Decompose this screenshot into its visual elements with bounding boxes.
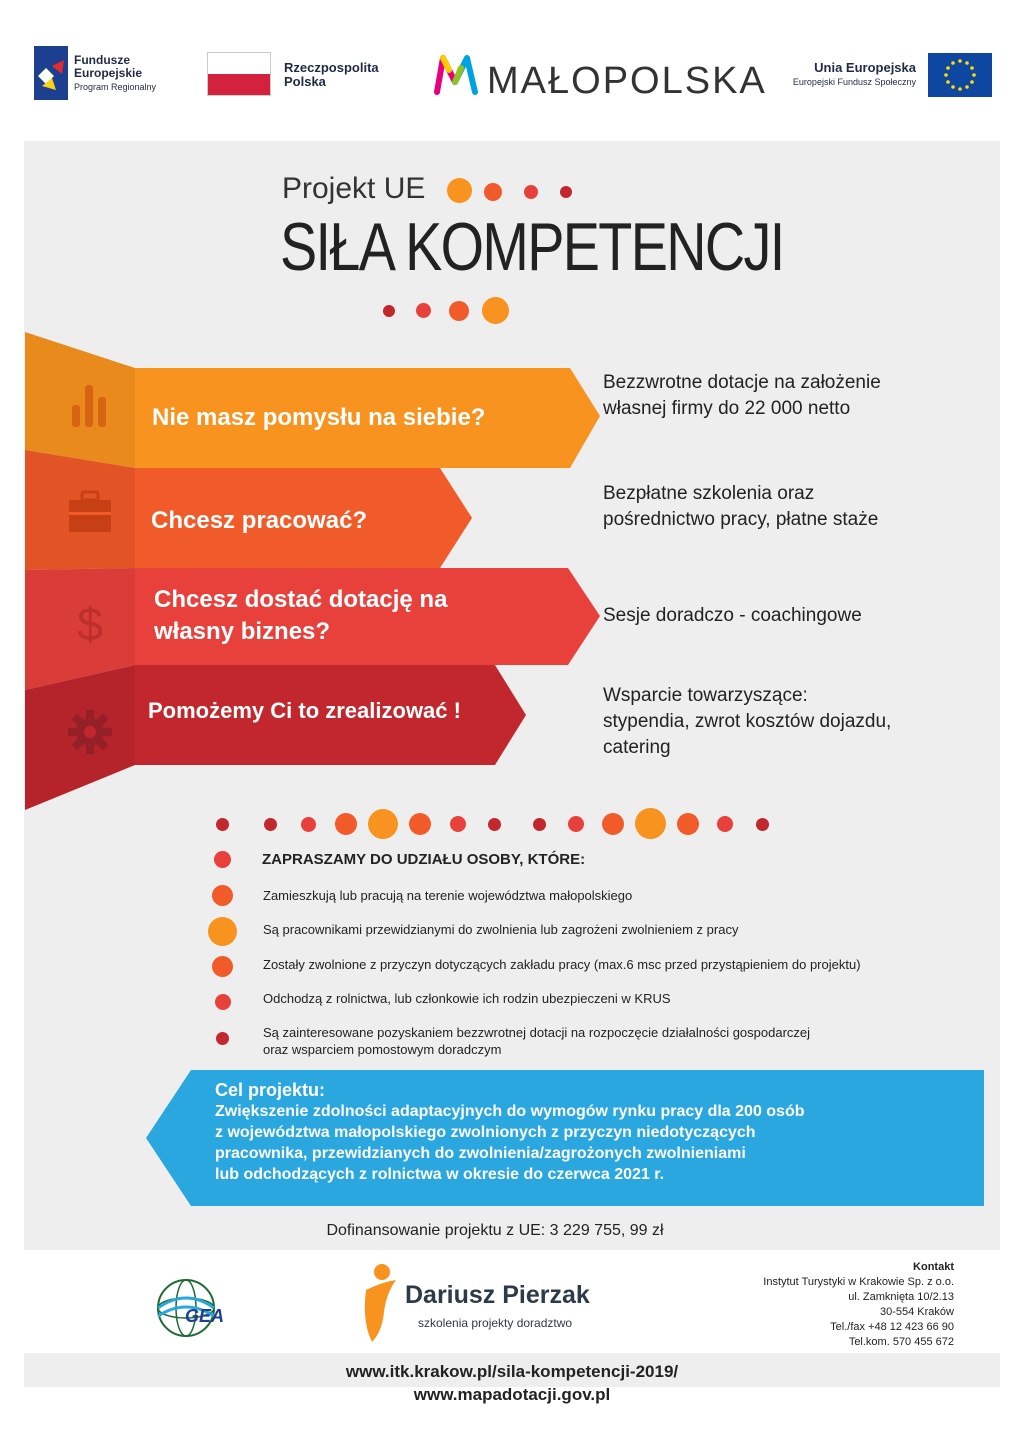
question-1: Nie masz pomysłu na siebie?	[152, 404, 486, 431]
fe-logo-text	[74, 54, 156, 94]
answer-4: Wsparcie towarzyszące: stypendia, zwrot kosztów dojazdu, catering	[603, 685, 892, 758]
eu-flag	[928, 53, 992, 97]
list-bullet	[216, 1032, 229, 1045]
list-item: Zostały zwolnione z przyczyn dotyczących zakładu pracy (max.6 msc przed przystąpieniem do projektu)	[263, 957, 861, 972]
projekt-label: Projekt UE	[282, 172, 426, 205]
contact-block	[700, 1260, 954, 1350]
fe-star-icon	[34, 46, 68, 100]
dp-figure-icon	[360, 1262, 404, 1349]
rp-line1: Rzeczpospolita	[284, 60, 379, 75]
malopolska-logo-text: MAŁOPOLSKA	[487, 60, 767, 102]
invite-heading: ZAPRASZAMY DO UDZIAŁU OSOBY, KTÓRE:	[262, 851, 586, 868]
list-bullet	[214, 851, 231, 868]
list-item: Są zainteresowane pozyskaniem bezzwrotnej dotacji na rozpoczęcie działalności gospodarczej oraz wsparciem pomostowym doradczym	[263, 1025, 811, 1057]
dp-tagline: szkolenia projekty doradztwo	[418, 1316, 573, 1330]
poland-flag	[207, 52, 271, 96]
list-item: Odchodzą z rolnictwa, lub członkowie ich rodzin ubezpieczeni w KRUS	[263, 991, 671, 1006]
decor-dot	[383, 305, 395, 317]
bar-chart-icon	[70, 383, 110, 434]
decor-dot	[560, 186, 572, 198]
question-4: Pomożemy Ci to zrealizować !	[148, 698, 461, 723]
list-bullet	[212, 885, 233, 906]
contact-title: Kontakt	[913, 1261, 954, 1273]
fe-sub: Program Regionalny	[74, 82, 157, 92]
list-item: Zamieszkują lub pracują na terenie województwa małopolskiego	[263, 888, 633, 903]
briefcase-icon	[67, 490, 113, 539]
question-3	[154, 584, 447, 648]
fe-line2: Europejskie	[74, 66, 143, 80]
ue-sub: Europejski Fundusz Społeczny	[792, 77, 916, 87]
list-bullet	[208, 917, 237, 946]
list-bullet	[212, 956, 233, 977]
question-3-text: Chcesz dostać dotację na własny biznes?	[154, 586, 448, 645]
goal-text: Zwiększenie zdolności adaptacyjnych do wymogów rynku pracy dla 200 osób z województwa małopolskiego zwolnionych z przyczyn niedotyczących pracownika, przewidzianych do zwolnienia/zagrożonych zwolnieniami lub odchodzących z rolnictwa w okresie do czerwca 2021 r.	[215, 1103, 805, 1183]
answer-2: Bezpłatne szkolenia oraz pośrednictwo pracy, płatne staże	[603, 483, 879, 530]
funding-text	[0, 1222, 1024, 1240]
gea-logo-text: GEA	[185, 1306, 225, 1326]
gear-icon	[68, 710, 112, 759]
contact-line: ul. Zamknięta 10/2.13	[848, 1291, 954, 1303]
url-link-2[interactable]: www.mapadotacji.gov.pl	[413, 1385, 611, 1404]
fe-line1: Fundusze	[74, 53, 130, 67]
contact-line: 30-554 Kraków	[880, 1306, 954, 1318]
decor-dot	[449, 301, 469, 321]
goal-heading: Cel projektu:	[215, 1080, 326, 1100]
decor-dot	[447, 178, 472, 203]
ue-title: Unia Europejska	[814, 60, 916, 75]
decor-dot	[484, 183, 502, 201]
url-link-1[interactable]: www.itk.krakow.pl/sila-kompetencji-2019/	[345, 1362, 679, 1381]
dp-name: Dariusz Pierzak	[405, 1281, 590, 1309]
rp-logo-text	[284, 61, 379, 89]
fe-logo	[34, 46, 68, 100]
question-2: Chcesz pracować?	[151, 507, 368, 534]
answer-3: Sesje doradczo - coachingowe	[603, 605, 862, 626]
list-bullet	[215, 994, 231, 1010]
rp-line2: Polska	[284, 74, 326, 89]
decor-dot	[416, 303, 431, 318]
dot-divider	[0, 806, 1024, 842]
eu-stars-icon	[928, 53, 992, 97]
answer-1: Bezzwrotne dotacje na założenie własnej firmy do 22 000 netto	[603, 372, 881, 419]
contact-line: Tel./fax +48 12 423 66 90	[830, 1321, 954, 1333]
funding-value: Dofinansowanie projektu z UE: 3 229 755, 99 zł	[326, 1222, 664, 1239]
contact-line: Tel.kom. 570 455 672	[848, 1336, 954, 1348]
ue-logo-text	[760, 60, 916, 90]
goal-box	[215, 1080, 955, 1185]
decor-dot	[524, 185, 538, 199]
page-title: SIŁA KOMPETENCJI	[280, 209, 784, 285]
svg-text:$: $	[77, 598, 103, 648]
dollar-icon	[74, 596, 106, 653]
contact-line: Instytut Turystyki w Krakowie Sp. z o.o.	[763, 1276, 954, 1288]
malopolska-m-icon	[433, 52, 481, 101]
list-item: Są pracownikami przewidzianymi do zwolnienia lub zagrożeni zwolnieniem z pracy	[263, 922, 739, 937]
